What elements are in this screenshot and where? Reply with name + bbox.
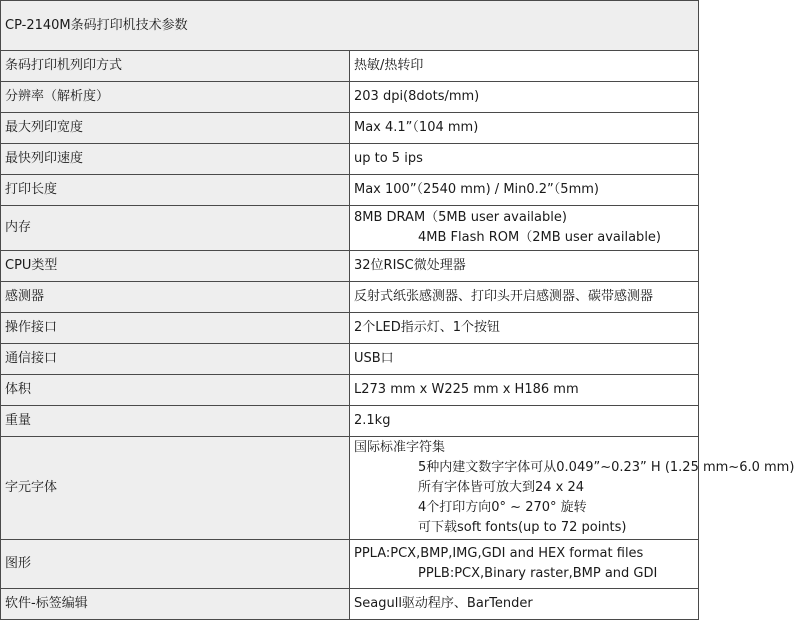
row-label: 条码打印机列印方式: [1, 51, 350, 82]
table-row: [1, 144, 699, 175]
row-value: 反射式纸张感测器、打印头开启感测器、碳带感测器: [350, 282, 699, 313]
table-row: [1, 51, 699, 82]
row-value: Max 4.1”（104 mm): [350, 113, 699, 144]
row-value: Max 100”（2540 mm) / Min0.2”（5mm): [350, 175, 699, 206]
table-row: [1, 282, 699, 313]
table-row: [1, 589, 699, 620]
value-line: PPLA:PCX,BMP,IMG,GDI and HEX format files: [354, 546, 644, 561]
row-value: [350, 206, 699, 251]
row-label: 操作接口: [1, 313, 350, 344]
table-row: [1, 113, 699, 144]
value-line: 4MB Flash ROM（2MB user available): [418, 230, 661, 245]
row-label: 打印长度: [1, 175, 350, 206]
table-row: [1, 344, 699, 375]
row-value: 2.1kg: [350, 406, 699, 437]
table-row: [1, 375, 699, 406]
row-label: 软件-标签编辑: [1, 589, 350, 620]
row-label: 最大列印宽度: [1, 113, 350, 144]
row-value: up to 5 ips: [350, 144, 699, 175]
row-label: 最快列印速度: [1, 144, 350, 175]
value-line: 5种内建文数字字体可从0.049”~0.23” H (1.25 mm~6.0 mm): [418, 460, 794, 475]
row-label: 重量: [1, 406, 350, 437]
table-row: [1, 206, 699, 251]
table-row: [1, 540, 699, 589]
value-line: 4个打印方向0° ~ 270° 旋转: [418, 500, 587, 515]
value-line: PPLB:PCX,Binary raster,BMP and GDI: [418, 566, 658, 581]
row-label: 图形: [1, 540, 350, 589]
row-value: 32位RISC微处理器: [350, 251, 699, 282]
row-value: 203 dpi(8dots/mm): [350, 82, 699, 113]
row-value: L273 mm x W225 mm x H186 mm: [350, 375, 699, 406]
row-label: 字元字体: [1, 437, 350, 540]
row-value: USB口: [350, 344, 699, 375]
table-row: [1, 406, 699, 437]
value-line: 国际标准字符集: [354, 440, 446, 455]
value-line: 所有字体皆可放大到24 x 24: [418, 480, 585, 495]
row-label: 分辨率（解析度）: [1, 82, 350, 113]
row-value: [350, 540, 699, 589]
table-row: [1, 437, 699, 540]
table-title: CP-2140M条码打印机技术参数: [1, 1, 699, 51]
row-value: Seagull驱动程序、BarTender: [350, 589, 699, 620]
row-value: [350, 437, 794, 540]
row-label: 内存: [1, 206, 350, 251]
row-label: 通信接口: [1, 344, 350, 375]
table-row: [1, 175, 699, 206]
title-row: [1, 1, 699, 51]
row-value: 2个LED指示灯、1个按钮: [350, 313, 699, 344]
row-value: 热敏/热转印: [350, 51, 699, 82]
row-label: CPU类型: [1, 251, 350, 282]
row-label: 感测器: [1, 282, 350, 313]
value-line: 可下载soft fonts(up to 72 points): [418, 520, 627, 535]
table-row: [1, 313, 699, 344]
value-line: 8MB DRAM（5MB user available): [354, 210, 567, 225]
table-row: [1, 251, 699, 282]
table-row: [1, 82, 699, 113]
row-label: 体积: [1, 375, 350, 406]
